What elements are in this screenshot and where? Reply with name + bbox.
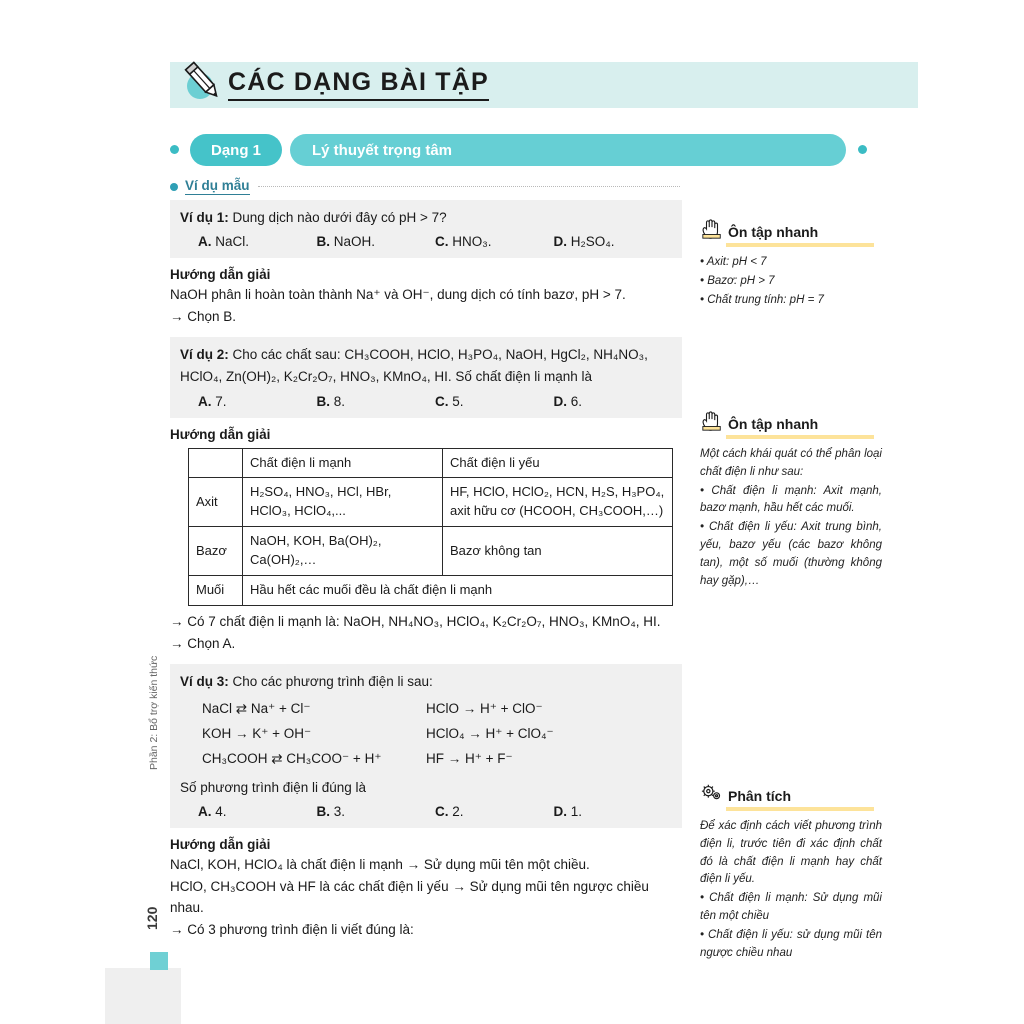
example-3-box xyxy=(170,664,682,828)
table-row xyxy=(189,575,673,605)
row-muoi-text: Hầu hết các muối đều là chất điện li mạnh xyxy=(243,575,673,605)
option-c-key: C. xyxy=(435,393,449,409)
option-c xyxy=(435,394,554,409)
option-b-text: 8. xyxy=(333,393,346,409)
page-title: CÁC DẠNG BÀI TẬP xyxy=(228,68,489,101)
equation-right-3: HF → H⁺ + F⁻ xyxy=(426,750,513,766)
equations-left-column xyxy=(180,697,426,772)
option-b xyxy=(317,394,436,409)
example-1-box xyxy=(170,200,682,258)
row-bazo-strong: NaOH, KOH, Ba(OH)₂, Ca(OH)₂,… xyxy=(243,527,443,576)
example-1-question-text: Dung dịch nào dưới đây có pH > 7? xyxy=(232,210,447,225)
page-number: 120 xyxy=(144,906,160,930)
example-3-equations xyxy=(180,697,672,772)
pencil-icon xyxy=(178,60,226,108)
example-1-solution-line-2: → Chọn B. xyxy=(170,309,237,325)
example-3-label: Ví dụ 3: xyxy=(180,673,229,689)
sidebar-phan-tich xyxy=(700,782,882,964)
option-a xyxy=(198,394,317,409)
example-2-solution-heading: Hướng dẫn giải xyxy=(170,426,271,442)
row-label-muoi: Muối xyxy=(189,575,243,605)
sidebar-3-body xyxy=(700,818,882,963)
option-b-key: B. xyxy=(316,234,330,250)
table-row xyxy=(189,527,673,576)
example-2-label: Ví dụ 2: xyxy=(180,347,229,363)
example-2-question xyxy=(180,345,672,365)
sidebar-3-line-1: Để xác định cách viết phương trình điện li, trước tiên đi xác định chất đó là chất điện li mạnh hay chất điện li yếu. xyxy=(700,820,882,886)
example-2-question-line-1: Cho các chất sau: CH₃COOH, HClO, H₃PO₄, NaOH, HgCl₂, NH₄NO₃, xyxy=(232,347,648,363)
option-a xyxy=(198,234,317,249)
example-3-subquestion: Số phương trình điện li đúng là xyxy=(180,779,367,795)
option-c xyxy=(435,804,554,819)
option-b-text: NaOH. xyxy=(333,234,376,250)
sidebar-on-tap-nhanh-2 xyxy=(700,410,882,592)
example-3-solution-line-1: NaCl, KOH, HClO₄ là chất điện li mạnh → Sử dụng mũi tên một chiều. xyxy=(170,856,590,872)
option-a-text: 4. xyxy=(215,803,227,819)
option-d-text: 6. xyxy=(570,393,583,409)
sidebar-1-body xyxy=(700,254,882,309)
option-a-key: A. xyxy=(198,234,212,250)
equation-left-3: CH₃COOH ⇄ CH₃COO⁻ + H⁺ xyxy=(202,750,382,766)
option-b xyxy=(317,234,436,249)
option-a-text: 7. xyxy=(215,393,227,409)
option-c-text: 2. xyxy=(452,803,464,819)
example-1-solution-line-1: NaOH phân li hoàn toàn thành Na⁺ và OH⁻, dung dịch có tính bazơ, pH > 7. xyxy=(170,287,626,303)
table-row xyxy=(189,478,673,527)
corner-block xyxy=(105,968,181,1024)
example-3-options xyxy=(180,804,672,819)
sidebar-2-line-1: Một cách khái quát có thể phân loại chất điện li như sau: xyxy=(700,448,882,478)
table-header-strong: Chất điện li mạnh xyxy=(243,448,443,478)
sidebar-1-line-2: • Bazơ: pH > 7 xyxy=(700,274,775,287)
sidebar-2-line-2: • Chất điện li mạnh: Axit mạnh, bazơ mạnh, hầu hết các muối. xyxy=(700,484,882,515)
example-3-solution-line-2: HClO, CH₃COOH và HF là các chất điện li yếu → Sử dụng mũi tên ngược chiều nhau. xyxy=(170,878,649,915)
option-c-key: C. xyxy=(435,803,449,819)
option-d-key: D. xyxy=(553,393,567,409)
sidebar-3-underline xyxy=(726,807,874,811)
row-label-axit: Axit xyxy=(189,478,243,527)
example-2-conclusion-2: → Chọn A. xyxy=(170,635,236,651)
bullet-icon xyxy=(170,183,178,191)
option-a xyxy=(198,804,317,819)
sidebar-2-title-row xyxy=(700,410,882,434)
sidebar-3-line-2: • Chất điện li mạnh: Sử dụng mũi tên một chiều xyxy=(700,892,882,923)
example-3-solution-line-3: → Có 3 phương trình điện li viết đúng là: xyxy=(170,921,414,937)
example-2-question-line-2: HClO₄, Zn(OH)₂, K₂Cr₂O₇, HNO₃, KMnO₄, HI. Số chất điện li mạnh là xyxy=(180,369,592,385)
dang-pill: Dạng 1 xyxy=(190,134,282,166)
example-1-label: Ví dụ 1: xyxy=(180,210,229,225)
sidebar-1-line-3: • Chất trung tính: pH = 7 xyxy=(700,293,824,306)
equation-right-2: HClO₄ → H⁺ + ClO₄⁻ xyxy=(426,725,554,741)
hand-icon xyxy=(700,218,724,240)
sidebar-1-underline xyxy=(726,243,874,247)
section-banner xyxy=(170,134,870,166)
sidebar-on-tap-nhanh-1 xyxy=(700,218,882,310)
example-2-box xyxy=(170,337,682,418)
sidebar-1-title: Ôn tập nhanh xyxy=(728,224,819,240)
option-d-key: D. xyxy=(553,803,567,819)
row-axit-weak: HF, HClO, HClO₂, HCN, H₂S, H₃PO₄, axit hữu cơ (HCOOH, CH₃COOH,…) xyxy=(443,478,673,527)
equation-right-1: HClO → H⁺ + ClO⁻ xyxy=(426,700,543,716)
electrolyte-table xyxy=(188,448,673,606)
vidu-mau-heading xyxy=(170,178,680,195)
sidebar-3-title-row xyxy=(700,782,882,806)
sidebar-1-line-1: • Axit: pH < 7 xyxy=(700,256,767,268)
vidu-mau-label: Ví dụ mẫu xyxy=(185,178,250,193)
hand-icon xyxy=(700,410,724,432)
example-1-options xyxy=(180,234,672,249)
main-content xyxy=(170,200,682,942)
option-a-key: A. xyxy=(198,393,212,409)
option-d-text: 1. xyxy=(570,803,583,819)
gear-icon xyxy=(700,782,724,804)
table-header-row xyxy=(189,448,673,478)
option-d xyxy=(554,234,673,249)
table-header-weak: Chất điện li yếu xyxy=(443,448,673,478)
option-d xyxy=(554,394,673,409)
example-2-conclusion-1: → Có 7 chất điện li mạnh là: NaOH, NH₄NO₃, HClO₄, K₂Cr₂O₇, HNO₃, KMnO₄, HI. xyxy=(170,613,661,629)
option-b xyxy=(317,804,436,819)
option-b-key: B. xyxy=(316,803,330,819)
example-1-question xyxy=(180,208,672,228)
example-3-question xyxy=(180,672,672,692)
option-c-text: HNO₃. xyxy=(452,234,492,250)
sidebar-2-title: Ôn tập nhanh xyxy=(728,416,819,432)
example-2-options xyxy=(180,394,672,409)
option-b-key: B. xyxy=(316,393,330,409)
example-3-solution-heading: Hướng dẫn giải xyxy=(170,836,271,852)
option-d xyxy=(554,804,673,819)
running-footer-text: Phần 2: Bổ trợ kiến thức xyxy=(148,655,160,770)
sidebar-2-line-3: • Chất điện li yếu: Axit trung bình, yếu, bazơ yếu (các bazơ không tan), một số muối (thường không hay gặp),… xyxy=(700,521,882,587)
sidebar-1-title-row xyxy=(700,218,882,242)
option-a-key: A. xyxy=(198,803,212,819)
option-c-text: 5. xyxy=(452,393,464,409)
table-header-blank xyxy=(189,448,243,478)
example-1-solution-heading: Hướng dẫn giải xyxy=(170,267,271,283)
option-d-key: D. xyxy=(553,234,567,250)
sidebar-3-line-3: • Chất điện li yếu: sử dụng mũi tên ngược chiều nhau xyxy=(700,928,882,959)
option-c-key: C. xyxy=(435,234,449,250)
option-b-text: 3. xyxy=(333,803,346,819)
option-c xyxy=(435,234,554,249)
row-axit-strong: H₂SO₄, HNO₃, HCl, HBr, HClO₃, HClO₄,... xyxy=(243,478,443,527)
bullet-dot-left xyxy=(170,145,179,154)
divider-dotted xyxy=(258,186,680,187)
equations-right-column xyxy=(426,697,672,772)
example-3-question-text: Cho các phương trình điện li sau: xyxy=(232,673,433,689)
option-d-text: H₂SO₄. xyxy=(570,234,615,250)
corner-accent-square xyxy=(150,952,168,970)
row-bazo-weak: Bazơ không tan xyxy=(443,527,673,576)
option-a-text: NaCl. xyxy=(215,234,250,250)
row-label-bazo: Bazơ xyxy=(189,527,243,576)
equation-left-1: NaCl ⇄ Na⁺ + Cl⁻ xyxy=(202,700,311,716)
sidebar-3-title: Phân tích xyxy=(728,788,792,804)
bullet-dot-right xyxy=(858,145,867,154)
sidebar-2-underline xyxy=(726,435,874,439)
sidebar-2-body xyxy=(700,446,882,591)
dang-title-bar: Lý thuyết trọng tâm xyxy=(290,134,846,166)
equation-left-2: KOH → K⁺ + OH⁻ xyxy=(202,725,312,741)
